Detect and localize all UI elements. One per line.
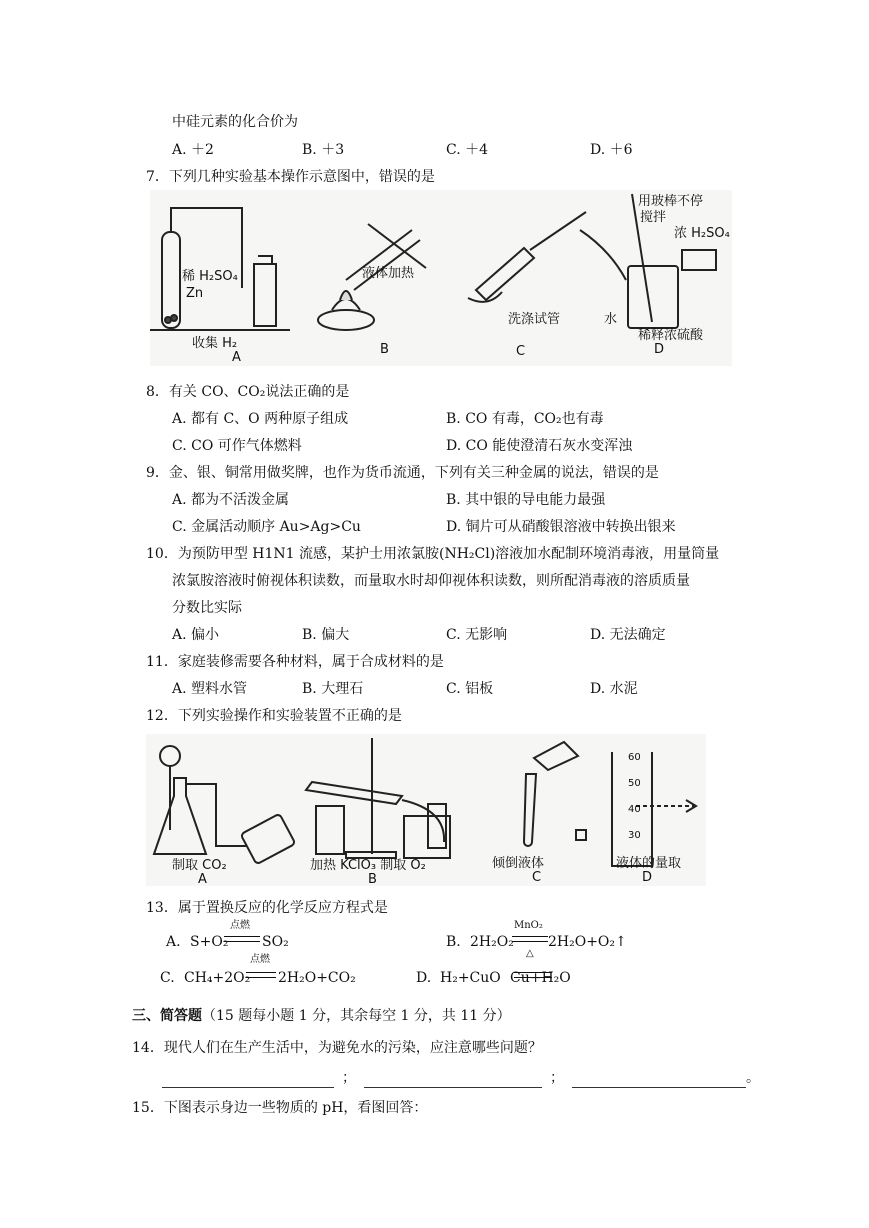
q12-b-caption: 加热 KClO₃ 制取 O₂ — [310, 858, 426, 873]
q10-option-d: D. 无法确定 — [590, 627, 666, 643]
q13-c-left: CH₄+2O₂ — [184, 970, 251, 986]
q12-figure — [146, 734, 706, 886]
q13-b-condition-heat: △ — [526, 948, 534, 959]
q11-option-c: C. 铝板 — [446, 681, 494, 697]
q12-c-caption: 倾倒液体 — [492, 856, 545, 871]
q6-option-d: D. ＋6 — [590, 142, 633, 158]
q11-option-b: B. 大理石 — [302, 681, 364, 697]
q10-option-c: C. 无影响 — [446, 627, 508, 643]
q7-stem: 7．下列几种实验基本操作示意图中，错误的是 — [146, 169, 435, 185]
q14-answer-blank-2[interactable] — [364, 1071, 542, 1088]
q6-option-c: C. ＋4 — [446, 142, 489, 158]
q7-d-letter: D — [654, 342, 665, 357]
q7-figure — [150, 190, 732, 366]
q8-stem: 8．有关 CO、CO₂说法正确的是 — [146, 384, 350, 400]
q7-d-label-acid: 浓 H₂SO₄ — [674, 226, 730, 241]
q9-option-d: D. 铜片可从硝酸银溶液中转换出银来 — [446, 519, 676, 535]
section-3-note: （15 题每小题 1 分，其余每空 1 分，共 11 分） — [202, 1008, 511, 1024]
q7-d-caption: 稀释浓硫酸 — [638, 328, 704, 343]
q13-d-prefix: D. — [416, 970, 432, 986]
q12-a-caption: 制取 CO₂ — [172, 858, 227, 873]
q7-d-label-water: 水 — [604, 312, 618, 327]
q8-option-d: D. CO 能使澄清石灰水变浑浊 — [446, 438, 633, 454]
q13-a-condition: 点燃 — [230, 920, 250, 931]
q13-d-left: H₂+CuO — [440, 970, 501, 986]
q8-option-b: B. CO 有毒，CO₂也有毒 — [446, 411, 604, 427]
q14-answer-blank-3[interactable] — [572, 1071, 746, 1088]
q10-option-a: A. 偏小 — [172, 627, 220, 643]
q11-option-a: A. 塑料水管 — [172, 681, 248, 697]
q11-stem: 11．家庭装修需要各种材料，属于合成材料的是 — [146, 654, 444, 670]
q12-d-tick-50: 50 — [628, 778, 641, 789]
q12-b-letter: B — [368, 872, 377, 887]
section-3-heading — [132, 1006, 511, 1026]
q12-a-letter: A — [198, 872, 207, 887]
q13-stem: 13．属于置换反应的化学反应方程式是 — [146, 900, 388, 916]
q14-answer-row — [162, 1068, 760, 1088]
q7-c-letter: C — [516, 344, 526, 359]
q12-stem: 12．下列实验操作和实验装置不正确的是 — [146, 708, 402, 724]
q12-apparatus-b — [306, 738, 450, 858]
q13-a-left: S+O₂ — [190, 934, 229, 950]
q7-c-caption: 洗涤试管 — [508, 312, 561, 327]
q10-line-2: 浓氯胺溶液时俯视体积读数，而量取水时却仰视体积读数，则所配消毒液的溶质质量 — [172, 573, 690, 589]
q8-option-c: C. CO 可作气体燃料 — [172, 438, 302, 454]
q9-option-a: A. 都为不活泼金属 — [172, 492, 290, 508]
q13-b-equals — [512, 936, 548, 942]
q13-a-equals — [224, 936, 260, 942]
q10-option-b: B. 偏大 — [302, 627, 350, 643]
q6-option-b: B. ＋3 — [302, 142, 345, 158]
q7-d-note-2: 搅拌 — [640, 210, 667, 225]
q12-apparatus-a — [154, 746, 295, 864]
q13-d-right: Cu+H₂O — [510, 970, 571, 986]
q10-line-1: 10．为预防甲型 H1N1 流感，某护士用浓氯胺(NH₂Cl)溶液加水配制环境消毒液，用量筒量 — [146, 546, 720, 562]
q12-d-tick-30: 30 — [628, 830, 641, 841]
q7-b-caption: 液体加热 — [362, 266, 415, 281]
q12-d-tick-60: 60 — [628, 752, 641, 763]
q9-option-c: C. 金属活动顺序 Au>Ag>Cu — [172, 519, 361, 535]
q13-b-condition: MnO₂ — [514, 920, 543, 931]
q6-option-a: A. ＋2 — [172, 142, 214, 158]
q12-apparatus-d — [612, 752, 696, 866]
q13-b-prefix: B. — [446, 934, 461, 950]
q13-c-equals — [246, 972, 276, 978]
q7-a-letter: A — [232, 350, 241, 365]
q12-d-letter: D — [642, 870, 653, 885]
q14-end-mark: 。 — [746, 1070, 760, 1086]
q7-a-label-zn: Zn — [186, 286, 204, 301]
q12-apparatus-c — [524, 742, 586, 846]
q12-c-letter: C — [532, 870, 542, 885]
q7-apparatus-c — [468, 212, 626, 302]
q11-option-d: D. 水泥 — [590, 681, 638, 697]
q10-line-3: 分数比实际 — [172, 600, 242, 616]
q12-d-tick-40: 40 — [628, 804, 641, 815]
q12-d-caption: 液体的量取 — [616, 856, 682, 871]
q13-a-prefix: A. — [166, 934, 181, 950]
q14-separator-1: ； — [342, 1070, 356, 1086]
q14-stem: 14．现代人们在生产生活中，为避免水的污染，应注意哪些问题？ — [132, 1040, 542, 1056]
q9-option-b: B. 其中银的导电能力最强 — [446, 492, 606, 508]
q13-c-prefix: C. — [160, 970, 175, 986]
q8-option-a: A. 都有 C、O 两种原子组成 — [172, 411, 349, 427]
q6-stem-tail: 中硅元素的化合价为 — [172, 114, 298, 130]
q7-d-note-1: 用玻棒不停 — [638, 194, 704, 209]
q13-c-condition: 点燃 — [250, 954, 270, 965]
q13-c-right: 2H₂O+CO₂ — [278, 970, 356, 986]
q14-separator-2: ； — [550, 1070, 564, 1086]
q14-answer-blank-1[interactable] — [162, 1071, 334, 1088]
q13-b-left: 2H₂O₂ — [470, 934, 514, 950]
q7-b-letter: B — [380, 342, 389, 357]
section-3-title: 三、简答题 — [132, 1008, 202, 1024]
q7-a-caption: 收集 H₂ — [192, 336, 238, 351]
q15-stem: 15．下图表示身边一些物质的 pH，看图回答： — [132, 1100, 428, 1116]
q13-b-right: 2H₂O+O₂↑ — [548, 934, 627, 950]
q7-a-label-acid: 稀 H₂SO₄ — [182, 269, 238, 284]
q13-a-right: SO₂ — [262, 934, 289, 950]
q9-stem: 9．金、银、铜常用做奖牌，也作为货币流通，下列有关三种金属的说法，错误的是 — [146, 465, 659, 481]
